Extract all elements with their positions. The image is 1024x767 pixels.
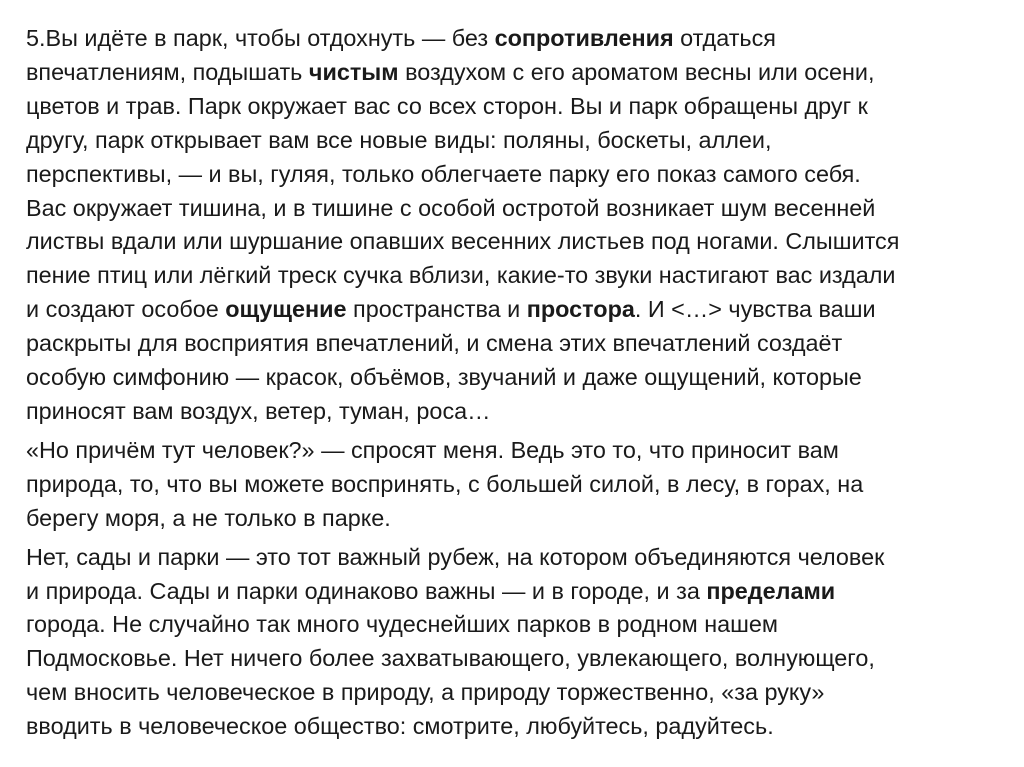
paragraph-1: [26, 22, 1011, 429]
text-line: берегу моря, а не только в парке.: [26, 504, 391, 531]
bold-word: ощущение: [225, 296, 347, 323]
text-line: цветов и трав. Парк окружает вас со всех сторон. Вы и парк обращены друг к: [26, 92, 868, 119]
text-run: . И <…> чувства ваши: [634, 296, 876, 323]
text-run: пространства и: [346, 296, 527, 323]
paragraph-2: [26, 434, 1011, 536]
text-line: особую симфонию — красок, объёмов, звучаний и даже ощущений, которые: [26, 364, 862, 391]
text-line: Нет, сады и парки — это тот важный рубеж, на котором объединяются человек: [26, 543, 885, 570]
text-line: [26, 56, 1011, 90]
text-line: чем вносить человеческое в природу, а природу торжественно, «за руку»: [26, 679, 825, 706]
text-line: приносят вам воздух, ветер, туман, роса…: [26, 397, 491, 424]
text-line: Вас окружает тишина, и в тишине с особой остротой возникает шум весенней: [26, 194, 876, 221]
bold-word: чистым: [308, 58, 399, 85]
text-run: воздухом с его ароматом весны или осени,: [398, 58, 875, 85]
text-run: и создают особое: [26, 296, 226, 323]
text-line: перспективы, — и вы, гуляя, только облегчаете парку его показ самого себя.: [26, 160, 861, 187]
bold-word: пределами: [706, 577, 836, 604]
bold-word: простора: [526, 296, 635, 323]
text-run: впечатлениям, подышать: [26, 58, 309, 85]
text-run: отдаться: [673, 25, 776, 51]
text-line: [26, 293, 1011, 327]
text-run: и природа. Сады и парки одинаково важны — и в городе, и за: [26, 577, 707, 604]
text-line: вводить в человеческое общество: смотрите, любуйтесь, радуйтесь.: [26, 713, 774, 740]
text-line: [26, 22, 1011, 56]
text-line: [26, 575, 1011, 609]
text-line: раскрыты для восприятия впечатлений, и смена этих впечатлений создаёт: [26, 330, 843, 357]
text-line: листвы вдали или шуршание опавших весенних листьев под ногами. Слышится: [26, 228, 900, 255]
text-line: города. Не случайно так много чудеснейших парков в родном нашем: [26, 611, 778, 638]
text-line: другу, парк открывает вам все новые виды: поляны, боскеты, аллеи,: [26, 126, 772, 153]
text-line: природа, то, что вы можете воспринять, с большей силой, в лесу, в горах, на: [26, 470, 864, 497]
bold-word: сопротивления: [494, 25, 674, 51]
text-line: пение птиц или лёгкий треск сучка вблизи, какие-то звуки настигают вас издали: [26, 262, 896, 289]
paragraph-3: [26, 541, 1011, 744]
text-line: «Но причём тут человек?» — спросят меня. Ведь это то, что приносит вам: [26, 436, 839, 463]
text-line: Подмосковье. Нет ничего более захватывающего, увлекающего, волнующего,: [26, 645, 875, 672]
text-run: 5.Вы идёте в парк, чтобы отдохнуть — без: [26, 25, 495, 51]
text-block: [26, 22, 1011, 744]
